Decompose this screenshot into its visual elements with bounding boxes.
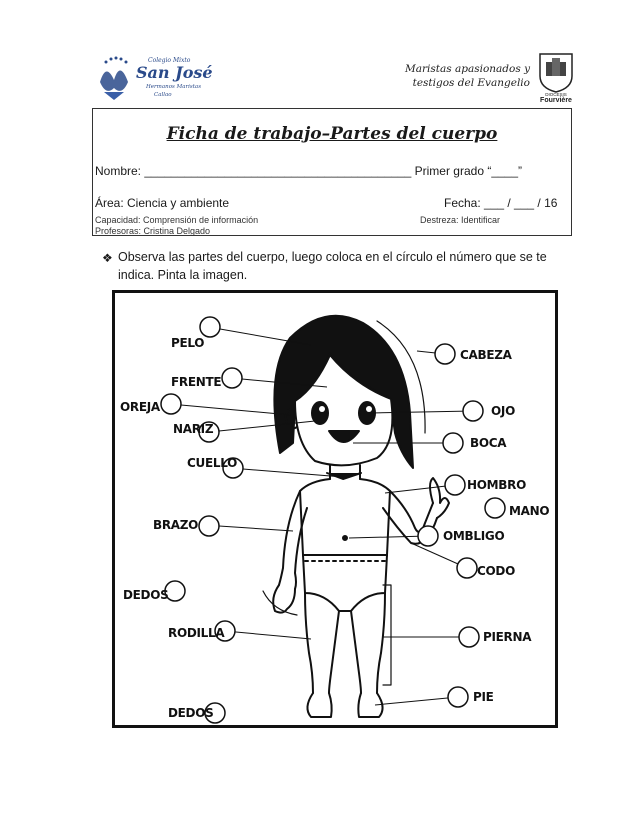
name-field[interactable]: Nombre: ________________________________________ Primer grado “____” [95, 164, 523, 178]
circle-frente[interactable] [222, 368, 242, 388]
left-leg [305, 593, 339, 693]
label-pierna: PIERNA [483, 630, 532, 644]
underwear [303, 555, 387, 611]
circle-codo[interactable] [457, 558, 477, 578]
circle-boca[interactable] [443, 433, 463, 453]
label-frente: FRENTE [171, 375, 222, 389]
instruction [102, 248, 558, 284]
label-pie: PIE [473, 690, 494, 704]
label-mano: MANO [509, 504, 550, 518]
left-foot [307, 693, 331, 717]
label-ombligo: OMBLIGO [443, 529, 505, 543]
circle-pie[interactable] [448, 687, 468, 707]
logo-line1: Colegio Mixto [148, 57, 191, 64]
label-brazo: BRAZO [153, 518, 199, 532]
left-hand [273, 585, 295, 613]
label-dedos-pie: DEDOS [168, 706, 214, 720]
label-oreja: OREJA [120, 400, 160, 414]
school-logo [96, 52, 216, 104]
diocese-line1: DIOCESIS [545, 92, 567, 97]
label-rodilla: RODILLA [168, 626, 225, 640]
worksheet-title: Ficha de trabajo–Partes del cuerpo [166, 124, 498, 144]
instruction-text: Observa las partes del cuerpo, luego coloca en el círculo el número que se te indica. Pinta la imagen. [118, 250, 547, 282]
label-hombro: HOMBRO [467, 478, 526, 492]
body-parts-figure [115, 293, 555, 725]
logo-school-name: San José [136, 63, 213, 82]
circle-pelo[interactable] [200, 317, 220, 337]
circle-brazo[interactable] [199, 516, 219, 536]
label-cuello: CUELLO [187, 456, 238, 470]
teachers-text: Profesoras: Cristina Delgado [95, 226, 211, 236]
circle-pierna[interactable] [459, 627, 479, 647]
label-ojo: OJO [491, 404, 515, 418]
label-codo: CODO [477, 564, 515, 578]
circle-ombligo[interactable] [418, 526, 438, 546]
label-boca: BOCA [470, 436, 507, 450]
motto-line2: testigos del Evangelio [412, 77, 530, 89]
label-cabeza: CABEZA [460, 348, 512, 362]
area-text: Área: Ciencia y ambiente [95, 196, 230, 210]
capacity-text: Capacidad: Comprensión de información [95, 215, 259, 225]
skill-text: Destreza: Identificar [420, 215, 501, 225]
bullet-icon: ❖ [102, 251, 113, 265]
circle-oreja[interactable] [161, 394, 181, 414]
navel [343, 536, 347, 540]
label-nariz: NARIZ [173, 422, 214, 436]
diocese-logo [532, 50, 580, 102]
date-field[interactable]: Fecha: ___ / ___ / 16 [444, 196, 558, 210]
label-pelo: PELO [171, 336, 205, 350]
label-dedos-mano: DEDOS [123, 588, 169, 602]
right-leg [351, 593, 385, 693]
motto-line1: Maristas apasionados y [404, 63, 530, 75]
circle-ojo[interactable] [463, 401, 483, 421]
circle-cabeza[interactable] [435, 344, 455, 364]
circle-mano[interactable] [485, 498, 505, 518]
circle-hombro[interactable] [445, 475, 465, 495]
motto [400, 62, 530, 90]
logo-line3: Callao [154, 92, 172, 98]
logo-line2: Hermanos Maristas [146, 84, 202, 90]
diocese-line2: Fourvière [540, 97, 572, 102]
